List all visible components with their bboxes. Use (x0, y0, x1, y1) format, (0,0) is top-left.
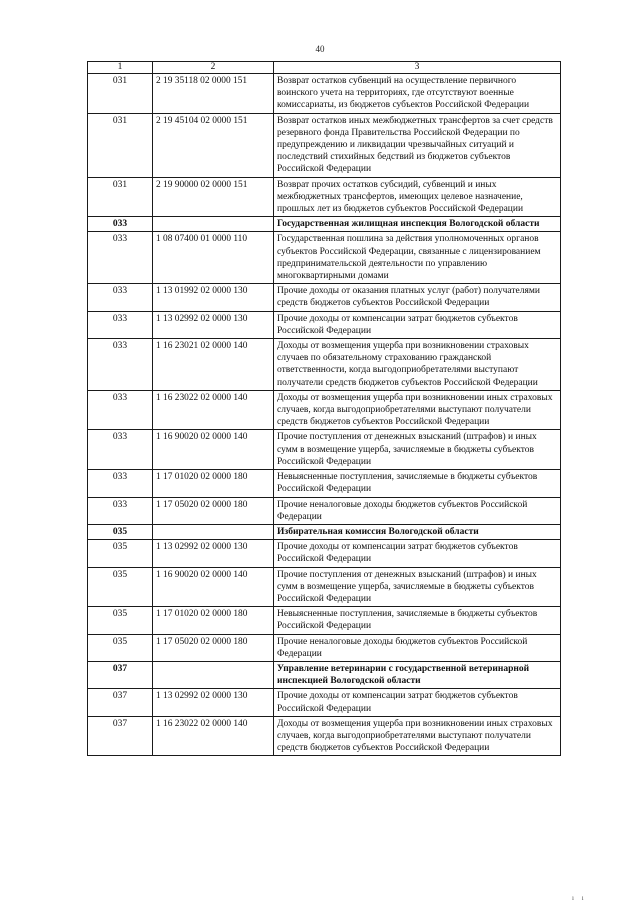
revenue-code-cell: 1 16 90020 02 0000 140 (153, 567, 274, 607)
administrator-code-cell: 033 (88, 217, 153, 232)
administrator-code-cell: 033 (88, 430, 153, 470)
administrator-code-cell: 035 (88, 524, 153, 539)
administrator-code-cell: 037 (88, 689, 153, 716)
revenue-code-cell: 1 16 23021 02 0000 140 (153, 339, 274, 391)
revenue-code-cell: 1 08 07400 01 0000 110 (153, 232, 274, 284)
revenue-name-cell: Доходы от возмещения ущерба при возникновении страховых случаев по обязательному страхованию гражданской ответственности, когда выгодоприобретателями выступают получатели средств бюджетов субъектов Российской Федерации (274, 339, 561, 391)
revenue-name-cell: Прочие доходы от компенсации затрат бюджетов субъектов Российской Федерации (274, 689, 561, 716)
table-header-row (88, 62, 561, 74)
revenue-code-cell: 1 16 90020 02 0000 140 (153, 430, 274, 470)
administrator-code-cell: 037 (88, 716, 153, 756)
administrator-code-cell: 033 (88, 470, 153, 497)
table-row (88, 607, 561, 634)
administrator-code-cell: 037 (88, 661, 153, 688)
administrator-code-cell: 035 (88, 540, 153, 567)
column-header-1: 1 (88, 62, 153, 74)
administrator-code-cell: 031 (88, 177, 153, 217)
revenue-code-cell: 1 17 05020 02 0000 180 (153, 634, 274, 661)
revenue-name-cell: Прочие доходы от компенсации затрат бюджетов субъектов Российской Федерации (274, 540, 561, 567)
revenue-code-cell: 2 19 35118 02 0000 151 (153, 74, 274, 114)
revenue-name-cell: Невыясненные поступления, зачисляемые в бюджеты субъектов Российской Федерации (274, 470, 561, 497)
table-row-section-heading (88, 217, 561, 232)
administrator-code-cell: 035 (88, 607, 153, 634)
revenue-code-cell (153, 524, 274, 539)
revenue-code-cell: 1 17 01020 02 0000 180 (153, 607, 274, 634)
revenue-code-cell: 1 13 01992 02 0000 130 (153, 284, 274, 311)
table-row (88, 339, 561, 391)
column-header-3: 3 (274, 62, 561, 74)
revenue-code-cell: 2 19 45104 02 0000 151 (153, 113, 274, 177)
table-row (88, 390, 561, 430)
table-row (88, 540, 561, 567)
scan-marks: ı ı (572, 894, 587, 902)
administrator-code-cell: 035 (88, 567, 153, 607)
revenue-code-cell: 1 17 01020 02 0000 180 (153, 470, 274, 497)
column-header-2: 2 (153, 62, 274, 74)
revenue-code-cell: 1 17 05020 02 0000 180 (153, 497, 274, 524)
revenue-name-cell: Прочие неналоговые доходы бюджетов субъектов Российской Федерации (274, 497, 561, 524)
table-row (88, 311, 561, 338)
table-row-section-heading (88, 524, 561, 539)
revenue-name-cell: Прочие доходы от оказания платных услуг (работ) получателями средств бюджетов субъектов Российской Федерации (274, 284, 561, 311)
revenue-name-cell: Невыясненные поступления, зачисляемые в бюджеты субъектов Российской Федерации (274, 607, 561, 634)
revenue-name-cell: Доходы от возмещения ущерба при возникновении иных страховых случаев, когда выгодоприобретателями выступают получатели средств бюджетов субъектов Российской Федерации (274, 716, 561, 756)
revenue-name-cell: Избирательная комиссия Вологодской области (274, 524, 561, 539)
administrator-code-cell: 033 (88, 311, 153, 338)
revenue-code-cell: 1 13 02992 02 0000 130 (153, 689, 274, 716)
table-row (88, 430, 561, 470)
revenue-code-cell (153, 217, 274, 232)
table-row (88, 284, 561, 311)
revenue-code-cell (153, 661, 274, 688)
revenue-name-cell: Прочие поступления от денежных взысканий (штрафов) и иных сумм в возмещение ущерба, зачисляемые в бюджеты субъектов Российской Федерации (274, 567, 561, 607)
administrator-code-cell: 033 (88, 232, 153, 284)
table-row (88, 232, 561, 284)
revenue-name-cell: Возврат прочих остатков субсидий, субвенций и иных межбюджетных трансфертов, имеющих целевое назначение, прошлых лет из бюджетов субъектов Российской Федерации (274, 177, 561, 217)
revenue-name-cell: Возврат остатков субвенций на осуществление первичного воинского учета на территориях, где отсутствуют военные комиссариаты, из бюджетов субъектов Российской Федерации (274, 74, 561, 114)
table-row (88, 634, 561, 661)
revenue-code-cell: 2 19 90000 02 0000 151 (153, 177, 274, 217)
administrator-code-cell: 033 (88, 339, 153, 391)
revenue-code-cell: 1 13 02992 02 0000 130 (153, 311, 274, 338)
administrator-code-cell: 031 (88, 113, 153, 177)
revenue-name-cell: Возврат остатков иных межбюджетных трансфертов за счет средств резервного фонда Правительства Российской Федерации по предупреждению и ликвидации чрезвычайных ситуаций и последствий стихийных бедствий из бюджетов субъектов Российской Федерации (274, 113, 561, 177)
revenue-code-cell: 1 16 23022 02 0000 140 (153, 716, 274, 756)
table-row (88, 567, 561, 607)
revenue-name-cell: Прочие неналоговые доходы бюджетов субъектов Российской Федерации (274, 634, 561, 661)
revenue-name-cell: Прочие доходы от компенсации затрат бюджетов субъектов Российской Федерации (274, 311, 561, 338)
administrator-code-cell: 035 (88, 634, 153, 661)
table-row (88, 497, 561, 524)
revenue-name-cell: Управление ветеринарии с государственной ветеринарной инспекцией Вологодской области (274, 661, 561, 688)
page-number: 40 (315, 44, 325, 54)
table-row (88, 689, 561, 716)
table-row-section-heading (88, 661, 561, 688)
table-body (88, 74, 561, 756)
revenue-code-cell: 1 13 02992 02 0000 130 (153, 540, 274, 567)
table-row (88, 177, 561, 217)
table-row (88, 716, 561, 756)
table-row (88, 113, 561, 177)
revenue-name-cell: Государственная жилищная инспекция Вологодской области (274, 217, 561, 232)
table-row (88, 74, 561, 114)
administrator-code-cell: 033 (88, 390, 153, 430)
administrator-code-cell: 031 (88, 74, 153, 114)
revenue-name-cell: Прочие поступления от денежных взысканий (штрафов) и иных сумм в возмещение ущерба, зачисляемые в бюджеты субъектов Российской Федерации (274, 430, 561, 470)
revenue-name-cell: Доходы от возмещения ущерба при возникновении иных страховых случаев, когда выгодоприобретателями выступают получатели средств бюджетов субъектов Российской Федерации (274, 390, 561, 430)
administrator-code-cell: 033 (88, 497, 153, 524)
table-row (88, 470, 561, 497)
revenue-codes-table (87, 61, 561, 756)
revenue-name-cell: Государственная пошлина за действия уполномоченных органов субъектов Российской Федерации, связанные с лицензированием предпринимательской деятельности по управлению многоквартирными домами (274, 232, 561, 284)
administrator-code-cell: 033 (88, 284, 153, 311)
revenue-code-cell: 1 16 23022 02 0000 140 (153, 390, 274, 430)
